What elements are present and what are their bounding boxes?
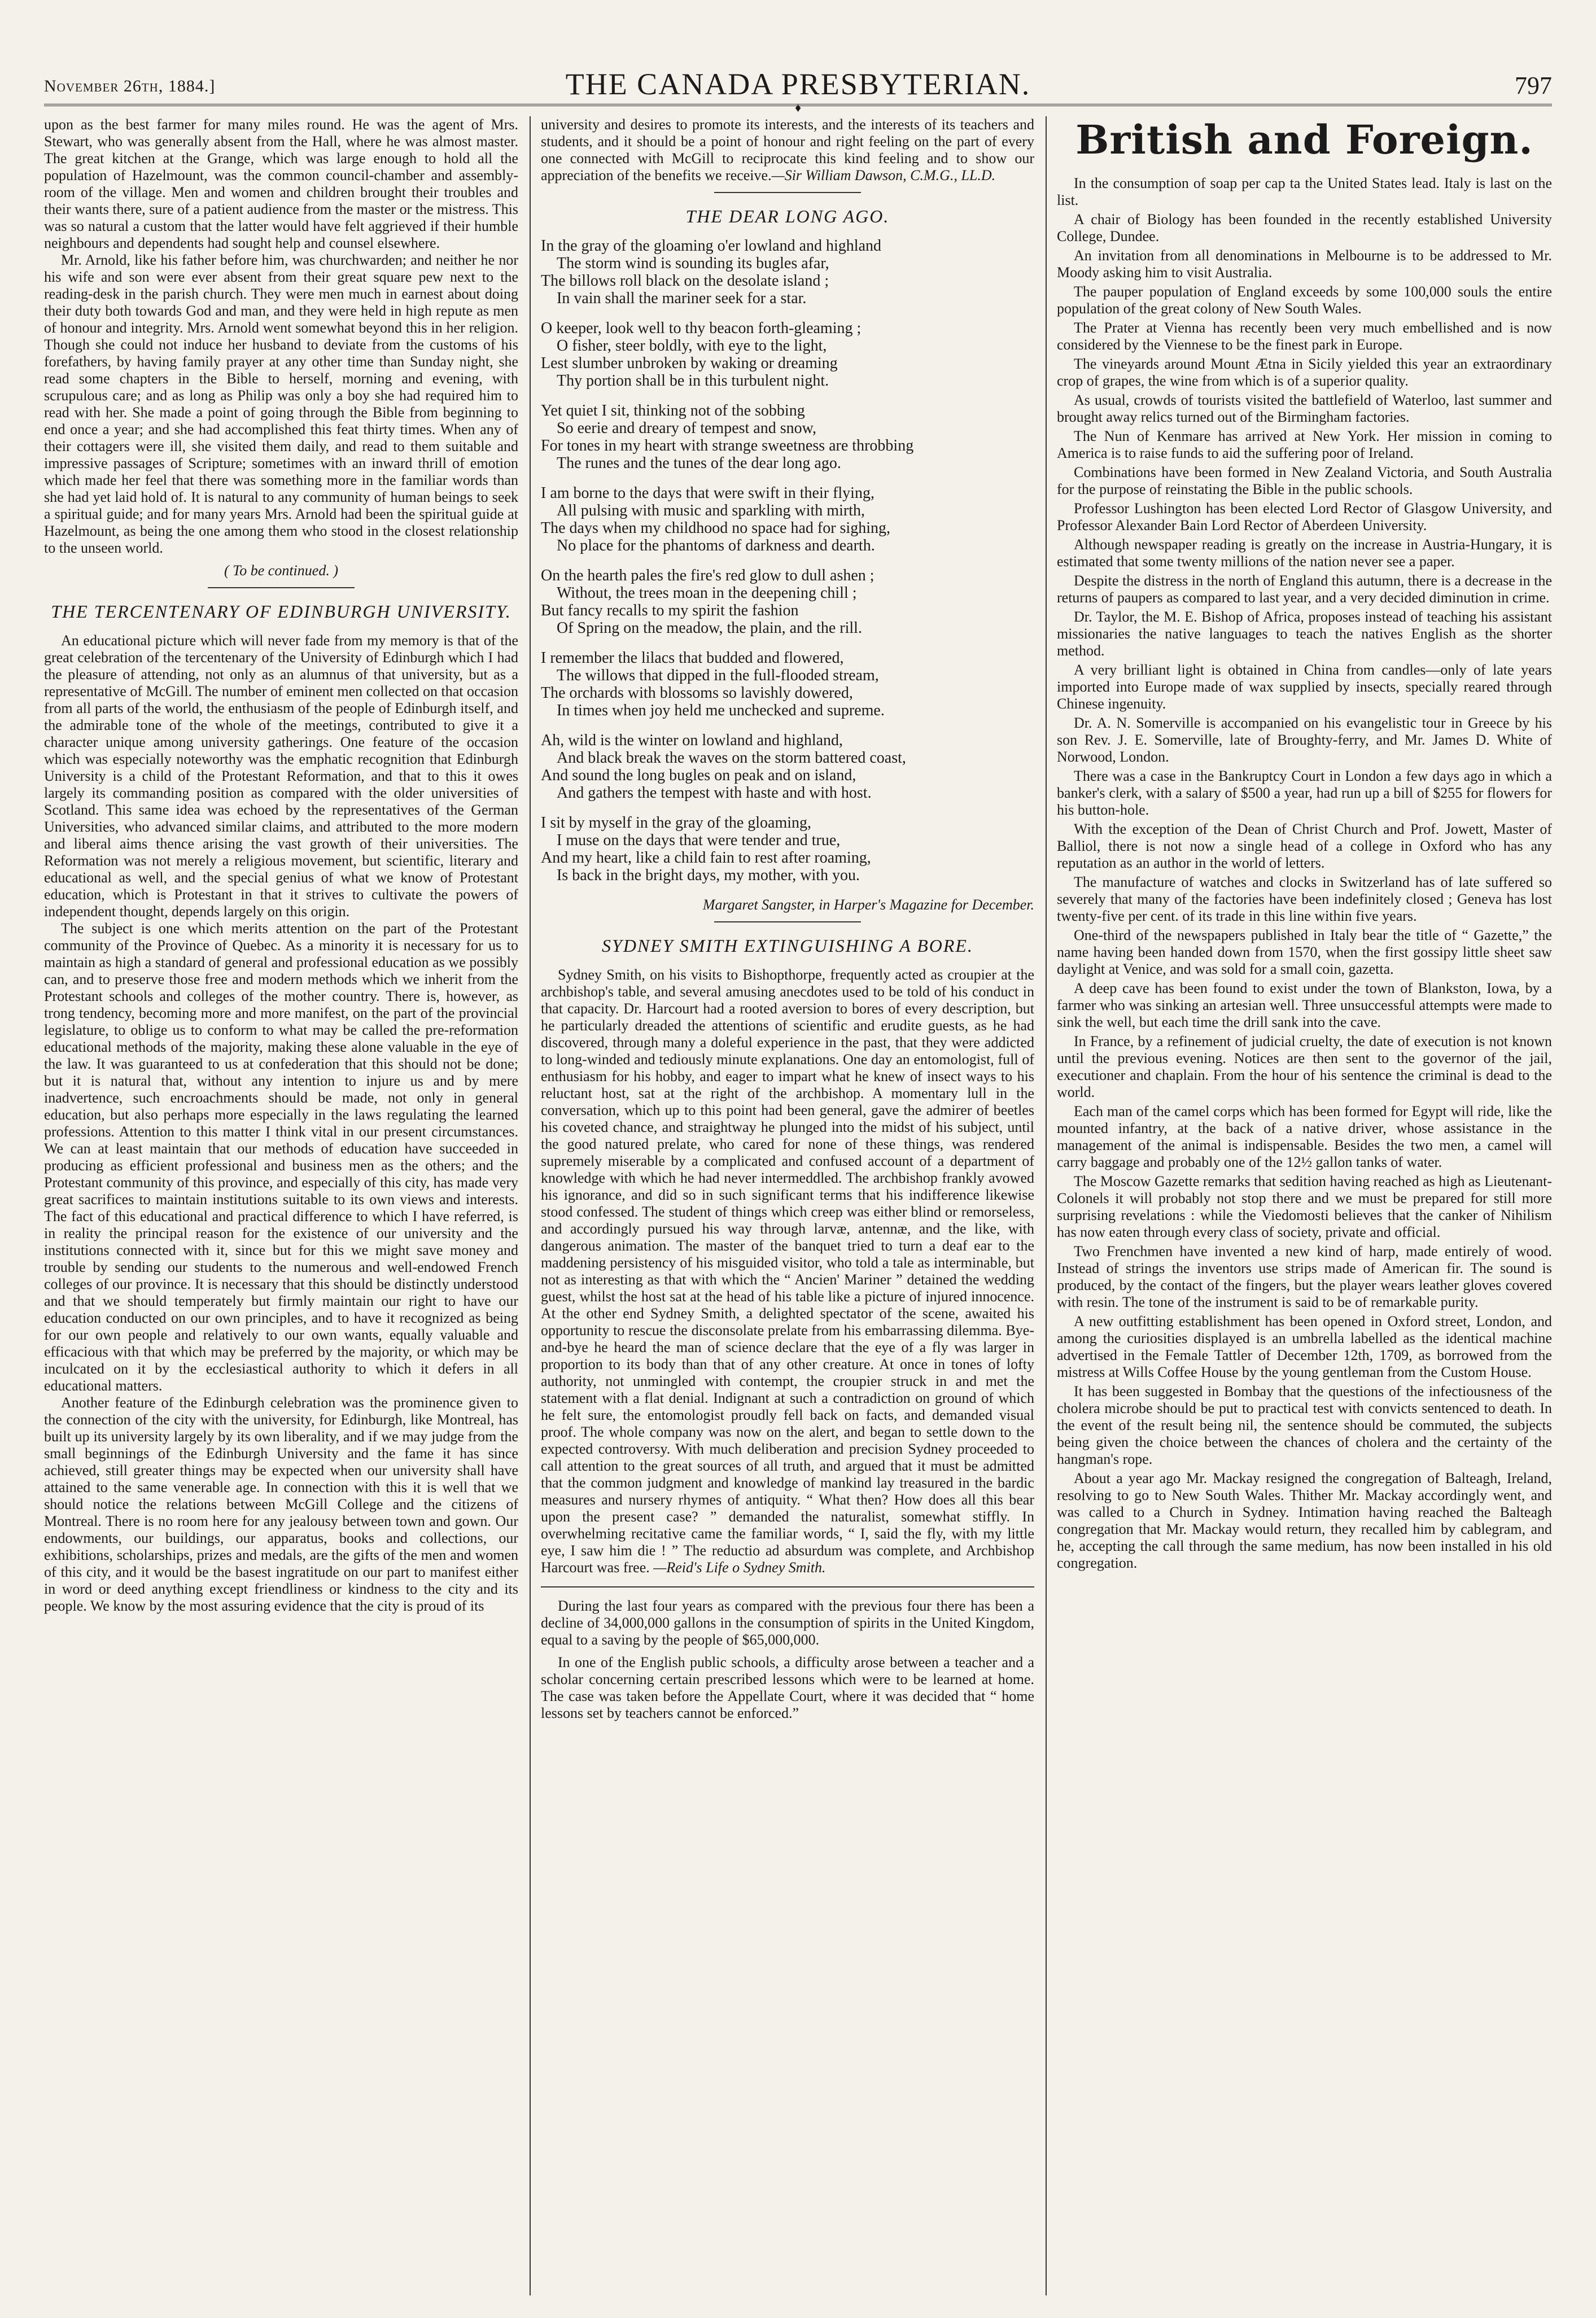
news-item: Although newspaper reading is greatly on the increase in Austria-Hungary, it is estimated that some twenty millions of the nation never see a paper. xyxy=(1057,536,1552,570)
news-item: About a year ago Mr. Mackay resigned the congregation of Balteagh, Ireland, resolving to go to New South Wales. Thither Mr. Mackay accordingly went, and was called to a Church in Sydney. Intimation having reached the Balteagh congregation that Mr. Mackay would return, they recalled him by cablegram, and he, accepting the call through the same medium, has now been installed in his old congregation. xyxy=(1057,1470,1552,1571)
poem-line: No place for the phantoms of darkness and dearth. xyxy=(557,537,875,554)
poem-line: On the hearth pales the fire's red glow to dull ashen ; xyxy=(541,567,874,584)
news-item: A deep cave has been found to exist under the town of Blankston, Iowa, by a farmer who was sinking an artesian well. Three unsuccessful attempts were made to sink the well, but each time the drill sank into the cave. xyxy=(1057,980,1552,1030)
news-item: The pauper population of England exceeds by some 100,000 souls the entire population of the great colony of New South Wales. xyxy=(1057,283,1552,317)
british-and-foreign-heading: British and Foreign. xyxy=(1075,116,1533,163)
news-item: Combinations have been formed in New Zealand Victoria, and South Australia for the purpose of reinstating the Bible in the public schools. xyxy=(1057,464,1552,497)
poem-line: Without, the trees moan in the deepening chill ; xyxy=(557,584,857,602)
news-item: Despite the distress in the north of England this autumn, there is a decrease in the returns of paupers as compared to last year, and a very decided diminution in crime. xyxy=(1057,572,1552,606)
news-item: Each man of the camel corps which has been formed for Egypt will ride, like the mounted infantry, at the back of a native driver, whose assistance in the management of the animal is indispensable. Besides the two men, a camel will carry baggage and probably one of the 12½ gallon tanks of water. xyxy=(1057,1103,1552,1170)
news-item: The Prater at Vienna has recently been very much embellished and is now considered by the Viennese to be the finest park in Europe. xyxy=(1057,320,1552,353)
news-item: An invitation from all denominations in Melbourne is to be addressed to Mr. Moody asking him to visit Australia. xyxy=(1057,247,1552,281)
poem-line: In times when joy held me unchecked and supreme. xyxy=(557,702,885,719)
news-item: The vineyards around Mount Ætna in Sicily yielded this year an extraordinary crop of grapes, the wine from which is of a superior quality. xyxy=(1057,356,1552,389)
masthead xyxy=(44,67,1552,101)
section-rule xyxy=(541,1586,1034,1587)
news-item: The Nun of Kenmare has arrived at New York. Her mission in coming to America is to raise funds to aid the suffering poor of Ireland. xyxy=(1057,428,1552,461)
poem-line: The runes and the tunes of the dear long ago. xyxy=(557,454,841,472)
poem-line: O fisher, steer boldly, with eye to the light, xyxy=(557,337,827,355)
news-item: It has been suggested in Bombay that the questions of the infectiousness of the cholera microbe should be put to practical test with convicts sentenced to death. In the event of the result being nil, the sentence should be commuted, the subjects being given the choice between the chances of cholera and the certainty of the hangman's rope. xyxy=(1057,1383,1552,1467)
page-number: 797 xyxy=(1515,72,1552,99)
ornament-dot: ♦ xyxy=(795,100,802,115)
article-attribution: —Sir William Dawson, C.M.G., LL.D. xyxy=(771,167,996,183)
section-rule xyxy=(714,921,861,922)
story-attribution: —Reid's Life o Sydney Smith. xyxy=(653,1559,826,1576)
poem-line: I remember the lilacs that budded and flowered, xyxy=(541,649,844,667)
poem-line: In the gray of the gloaming o'er lowland and highland xyxy=(541,237,881,255)
poem-line: The orchards with blossoms so lavishly dowered, xyxy=(541,684,853,702)
poem-line: And sound the long bugles on peak and on island, xyxy=(541,767,856,784)
column-3 xyxy=(1057,116,1552,2295)
poem-line: The billows roll black on the desolate island ; xyxy=(541,272,829,290)
poem-stanza xyxy=(541,814,1034,884)
news-item: The manufacture of watches and clocks in Switzerland has of late suffered so severely that many of the factories have been indefinitely closed ; Geneva has lost twenty-five per cent. of its trade in this line within five years. xyxy=(1057,874,1552,924)
story-text: Sydney Smith, on his visits to Bishopthorpe, frequently acted as croupier at the archbishop's table, and several amusing anecdotes used to be told of his conduct in that capacity. Dr. Harcourt had a rooted aversion to bores of every description, but he particularly dreaded the attentions of scientific and erudite guests, as he had discovered, through many a doleful experience in the past, that they were addicted to long-winded and tediously minute explanations. One day an entomologist, full of enthusiasm for his hobby, and eager to impart what he knew of insect ways to his reluctant host, sat at the right of the archbishop. A momentary lull in the conversation, which up to this point had been general, gave the admirer of beetles his coveted chance, and straightway he plunged into the midst of his subject, until the good natured prelate, who cared for none of these things, was rendered supremely miserable by a complicated and confused account of a department of knowledge with which he had never intermeddled. The archbishop frankly avowed his ignorance, and did so in such significant terms that his indifference likewise stood confessed. The student of things which creep was either blind or remorseless, and accordingly pursued his way through larvæ, antennæ, and the like, with dangerous animation. The master of the banquet tried to turn a deaf ear to the maddening persistency of his misguided visitor, who told a tale as interminable, but not as interesting as that with which the “ Ancien' Mariner ” detained the wedding guest, whilst the host sat at the head of his table like a picture of injured innocence. At the other end Sydney Smith, a delighted spectator of the scene, awaited his opportunity to rescue the disconsolate prelate from his embarrassing dilemma. Bye-and-bye he heard the man of science declare that the eye of a fly was larger in proportion to its body than that of any other creature. At once in tones of lofty authority, not unmingled with contempt, the croupier struck in and met the statement with a flat denial. Indignant at such a contradiction on ground of which he felt sure, the entomologist proudly fell back on facts, and demanded visual proof. The whole company was now on the alert, and began to settle down to the expected controversy. With much deliberation and precision Sydney proceeded to call attention to the great sources of all truth, and argued that it must be admitted that the common judgment and knowledge of mankind lay treasured in the bardic measures and nursery rhymes of antiquity. “ What then? How does all this bear upon the present case? ” demanded the naturalist, somewhat stiffly. In overwhelming recitative came the familiar words, “ I, said the fly, with my little eye, I saw him die ! ” The reductio ad absurdum was complete, and Archbishop Harcourt was free. xyxy=(541,966,1034,1576)
poem-stanza xyxy=(541,567,1034,637)
column-divider-1 xyxy=(530,116,531,2295)
article-paragraph: Another feature of the Edinburgh celebration was the prominence given to the connection of the city with the university, for Edinburgh, like Montreal, has built up its university largely by its own liberality, and if we may judge from the small beginnings of the Edinburgh University and the fame it has since achieved, still greater things may be expected when our university shall have attained to the same venerable age. In connection with this it is well that we should notice the relations between McGill College and the citizens of Montreal. There is no room here for any jealousy between town and gown. Our endowments, our buildings, our apparatus, books and collections, our exhibitions, scholarships, prizes and medals, are the gifts of the men and women of this city, and it would be the basest ingratitude on our part to manifest either in word or deed anything except friendliness or kindness to the city and its people. We know by the most assuring evidence that the city is proud of its xyxy=(44,1394,518,1614)
column-1 xyxy=(44,116,518,2295)
news-paragraph: During the last four years as compared with the previous four there has been a decline of 34,000,000 gallons in the consumption of spirits in the United Kingdom, equal to a saving by the people of $65,000,000. xyxy=(541,1598,1034,1648)
poem-line: And black break the waves on the storm battered coast, xyxy=(557,749,906,767)
news-item: There was a case in the Bankruptcy Court in London a few days ago in which a banker's clerk, with a salary of $500 a year, had run up a bill of $255 for flowers for his button-hole. xyxy=(1057,768,1552,818)
poem-line: Thy portion shall be in this turbulent night. xyxy=(557,372,829,390)
poem-line: O keeper, look well to thy beacon forth-gleaming ; xyxy=(541,320,862,337)
news-item: The Moscow Gazette remarks that sedition having reached as high as Lieutenant-Colonels it will probably not stop there and we must be prepared for still more surprising revelations : while the Viedomosti believes that the canker of Nihilism has now eaten through every class of society, private and official. xyxy=(1057,1173,1552,1240)
section-title-edinburgh: THE TERCENTENARY OF EDINBURGH UNIVERSITY. xyxy=(51,601,511,622)
poem-stanza xyxy=(541,484,1034,554)
poem-line: And my heart, like a child fain to rest after roaming, xyxy=(541,849,871,867)
story-paragraph: upon as the best farmer for many miles round. He was the agent of Mrs. Stewart, who was generally absent from the Hall, where he was almost master. The great kitchen at the Grange, which was large enough to hold all the population of Hazelmount, was the common council-chamber and assembly-room of the village. Men and women and children brought their troubles and their wants there, sure of a patient audience from the master or the mistress. This was so natural a custom that the latter would have felt aggrieved if their humble neighbours and dependents had sought help and counsel elsewhere. xyxy=(44,116,518,251)
story-paragraph: Mr. Arnold, like his father before him, was churchwarden; and neither he nor his wife and son were ever absent from their great square pew next to the reading-desk in the parish church. They were men much in earnest about doing their duty both towards God and man, and they were held in high repute as men of honour and integrity. Mrs. Arnold went somewhat beyond this in her religion. Though she could not induce her husband to deviate from the customs of his forefathers, by having family prayer at any other time than Sunday night, she read some chapters in the Bible to herself, morning and evening, with scrupulous care; and as long as Philip was only a boy she had required him to read with her. She made a point of going through the Bible from beginning to end once a year; and she had accomplished this feat thirty times. When any of their cottagers were ill, she visited them daily, and read to them suitable and impressive passages of Scripture; sometimes with an inward thrill of emotion which made her feel that there was something more in the familiar words than she had yet laid hold of. It is natural to any community of human beings to seek a spiritual guide; and for many years Mrs. Arnold had been the spiritual guide at Hazelmount, as being the one among them who stood in the closest relationship to the unseen world. xyxy=(44,252,518,556)
poem-stanza xyxy=(541,649,1034,719)
article-paragraph: An educational picture which will never fade from my memory is that of the great celebration of the tercentenary of the University of Edinburgh which I had the pleasure of attending, not only as an alumnus of that university, but as a representative of McGill. The number of eminent men collected on that occasion from all parts of the world, the enthusiasm of the people of Edinburgh itself, and the admirable tone of the whole of the meetings, contributed to give it a character unique among university gatherings. One feature of the occasion which was especially noteworthy was the emphatic recognition that Edinburgh University is a child of the Protestant Reformation, and that to this it owes largely its commanding position as compared with the older universities of Scotland. This same idea was echoed by the representatives of the German Universities, who advanced similar claims, and attributed to the more modern and liberal aims thence arising the vast growth of their universities. The Reformation was not merely a religious movement, but scientific, literary and educational as well, and the special genius of what we know of Protestant education, which is Protestant in that it strives to cultivate the powers of independent thought, depends largely on this origin. xyxy=(44,632,518,920)
column-2 xyxy=(541,116,1034,2295)
article-text: university and desires to promote its interests, and the interests of its teachers and students, and it should be a point of honour and right feeling on the part of every one connected with McGill to reciprocate this kind feeling and to show our appreciation of the benefits we receive. xyxy=(541,116,1034,183)
poem-line: So eerie and dreary of tempest and snow, xyxy=(557,419,817,437)
poem-line: Lest slumber unbroken by waking or dreaming xyxy=(541,355,838,372)
news-item: In France, by a refinement of judicial cruelty, the date of execution is not known until the previous evening. Notices are then sent to the governor of the jail, executioner and chaplain. From the hour of his sentence the criminal is dead to the world. xyxy=(1057,1033,1552,1100)
poem-line: Ah, wild is the winter on lowland and highland, xyxy=(541,732,843,749)
poem-line: All pulsing with music and sparkling with mirth, xyxy=(557,502,865,519)
newspaper-title: THE CANADA PRESBYTERIAN. xyxy=(565,67,1031,101)
poem-line: But fancy recalls to my spirit the fashion xyxy=(541,602,799,619)
poem-stanza xyxy=(541,237,1034,307)
poem-line: In vain shall the mariner seek for a star. xyxy=(557,290,807,307)
spacer xyxy=(541,1648,1034,1654)
poem-stanza xyxy=(541,320,1034,390)
news-item: One-third of the newspapers published in Italy bear the title of “ Gazette,” the name having been handed down from 1570, when the first gossipy little sheet saw daylight at Venice, and was sold for a small coin, gazetta. xyxy=(1057,927,1552,977)
poem-stanza xyxy=(541,402,1034,472)
poem-line: Is back in the bright days, my mother, with you. xyxy=(557,867,860,884)
poem-attribution: Margaret Sangster, in Harper's Magazine for December. xyxy=(702,896,1034,913)
poem-title: THE DEAR LONG AGO. xyxy=(685,206,890,226)
news-item: Dr. Taylor, the M. E. Bishop of Africa, proposes instead of teaching his assistant missionaries the native languages to teach the natives English as the shorter method. xyxy=(1057,609,1552,659)
article-paragraph: The subject is one which merits attention on the part of the Protestant community of the Province of Quebec. As a minority it is necessary for us to maintain as high a standard of general and professional education as we possibly can, and to preserve those free and modern methods which we inherit from the Protestant schools and colleges of the mother country. There is, however, as trong tendency, becoming more and more manifest, on the part of the provincial legislature, to oblige us to conform to what may be called the pre-reformation educational methods of the majority, making these alone valuable in the eye of the law. It was guaranteed to us at confederation that this should not be done; but it is natural that, without any intention to injure us and by mere inadvertence, such encroachments should be made, not only in general education, but also perhaps more especially in the laws regulating the learned professions. Attention to this matter I think vital in our present circumstances. We can at least maintain that our methods of education have succeeded in producing as efficient professional and business men as the others; and the Protestant community of this province, and especially of this city, has made very great sacrifices to maintain institutions suitable to its own views and interests. The fact of this educational and practical difference to which I have referred, is in reality the principal reason for the existence of our university and the institutions connected with it, since but for this we might save money and trouble by sending our students to the numerous and well-endowed French colleges of our province. It is necessary that this should be distinctly understood and that we should temperately but firmly maintain our right to have our education conducted on our own principles, and to have it recognized as being for our own people and relatively to our own wants, equally valuable and efficacious with that which may be preferred by the majority, or which may be inculcated on it by the ecclesiastical authority to which it defers in all educational matters. xyxy=(44,920,518,1394)
poem-line: The days when my childhood no space had for sighing, xyxy=(541,519,890,537)
news-item: Professor Lushington has been elected Lord Rector of Glasgow University, and Professor Alexander Bain Lord Rector of Aberdeen University. xyxy=(1057,500,1552,533)
issue-date: November 26th, 1884.] xyxy=(44,77,216,95)
news-item: As usual, crowds of tourists visited the battlefield of Waterloo, last summer and brought away relics turned out of the Birmingham factories. xyxy=(1057,392,1552,425)
poem-line: I am borne to the days that were swift in their flying, xyxy=(541,484,874,502)
article-paragraph xyxy=(541,116,1034,184)
poem-line: The storm wind is sounding its bugles afar, xyxy=(557,255,829,272)
story-paragraph xyxy=(541,966,1034,1576)
news-item: A very brilliant light is obtained in China from candles—only of late years imported into Europe made of wax supplied by insects, specially reared through Chinese ingenuity. xyxy=(1057,662,1552,712)
story-title: SYDNEY SMITH EXTINGUISHING A BORE. xyxy=(602,935,973,956)
column-divider-2 xyxy=(1046,116,1047,2295)
news-item: With the exception of the Dean of Christ Church and Prof. Jowett, Master of Balliol, there is not now a single head of a college in Oxford who has any reputation as an author in the world of letters. xyxy=(1057,821,1552,871)
poem-line: And gathers the tempest with haste and with host. xyxy=(557,784,872,802)
poem-line: I muse on the days that were tender and true, xyxy=(557,832,841,849)
news-paragraph: In one of the English public schools, a difficulty arose between a teacher and a scholar concerning certain prescribed lessons which were to be learned at home. The case was taken before the Appellate Court, where it was decided that “ home lessons set by teachers cannot be enforced.” xyxy=(541,1654,1034,1721)
news-item: Two Frenchmen have invented a new kind of harp, made entirely of wood. Instead of strings the inventors use strips made of American fir. The sound is produced, by the contact of the fingers, but the player wears leather gloves covered with resin. The tone of the instrument is said to be of remarkable purity. xyxy=(1057,1243,1552,1310)
news-item: A chair of Biology has been founded in the recently established University College, Dundee. xyxy=(1057,211,1552,244)
section-rule xyxy=(208,587,355,588)
poem-stanza xyxy=(541,732,1034,802)
poem xyxy=(541,237,1034,884)
news-items xyxy=(1057,175,1552,1572)
news-item: In the consumption of soap per cap ta the United States lead. Italy is last on the list. xyxy=(1057,175,1552,208)
poem-line: For tones in my heart with strange sweetness are throbbing xyxy=(541,437,914,454)
news-item: A new outfitting establishment has been opened in Oxford street, London, and among the curiosities displayed is an umbrella labelled as the identical machine advertised in the Female Tattler of December 12th, 1709, as borrowed from the mistress at Wills Coffee House by the young gentleman from the Custom House. xyxy=(1057,1313,1552,1380)
poem-line: Of Spring on the meadow, the plain, and the rill. xyxy=(557,619,862,637)
poem-line: I sit by myself in the gray of the gloaming, xyxy=(541,814,812,832)
section-rule xyxy=(714,192,861,193)
poem-line: Yet quiet I sit, thinking not of the sobbing xyxy=(541,402,805,419)
news-item: Dr. A. N. Somerville is accompanied on his evangelistic tour in Greece by his son Rev. J. E. Somerville, late of Broughty-ferry, and Mr. James D. White of Norwood, London. xyxy=(1057,715,1552,765)
poem-line: The willows that dipped in the full-flooded stream, xyxy=(557,667,879,684)
to-be-continued: ( To be continued. ) xyxy=(224,562,338,579)
